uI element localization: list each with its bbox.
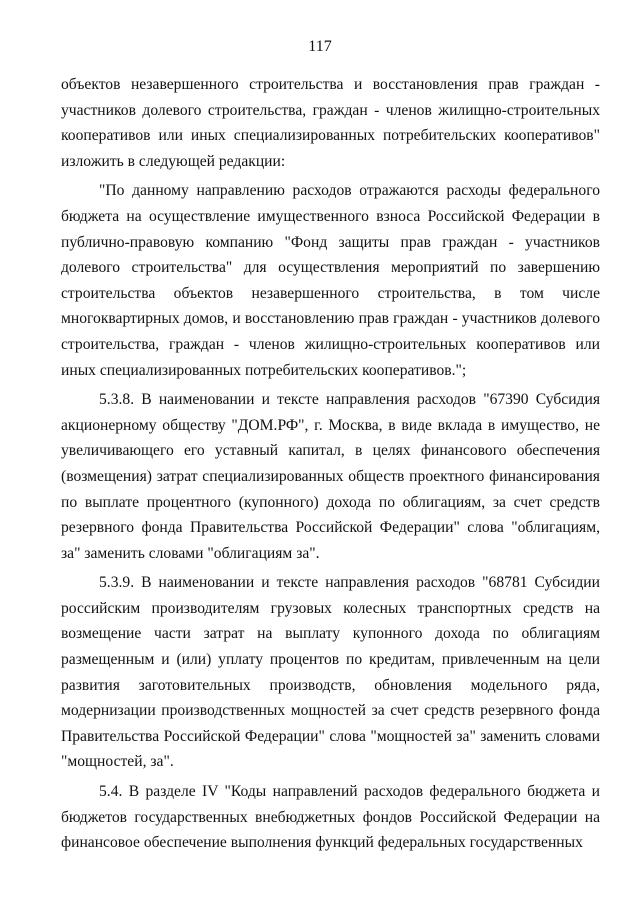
paragraph-5-3-9: 5.3.9. В наименовании и тексте направления расходов "68781 Субсидии российским производителям грузовых колесных транспортных средств на возмещение части затрат на выплату купонного дохода по облигациям размещенным и (или) уплату процентов по кредитам, привлеченным на цели развития заготовительных производств, обновления модельного ряда, модернизации производственных мощностей за счет средств резервного фонда Правительства Российской Федерации" слова "мощностей за" заменить словами "мощностей, за". [61, 574, 600, 771]
page-number: 117 [308, 38, 332, 55]
paragraph-5-4: 5.4. В разделе IV "Коды направлений расходов федерального бюджета и бюджетов государственных внебюджетных фондов Российской Федерации на финансовое обеспечение выполнения функций федеральных государственных [61, 783, 600, 852]
document-body [61, 72, 600, 856]
paragraph-continuation: объектов незавершенного строительства и восстановления прав граждан - участников долевого строительства, граждан - членов жилищно-строительных кооперативов или иных специализированных потребительских кооперативов" изложить в следующей редакции: [61, 76, 600, 170]
paragraph-quoted-wording: "По данному направлению расходов отражаются расходы федерального бюджета на осуществление имущественного взноса Российской Федерации в публично-правовую компанию "Фонд защиты прав граждан - участников долевого строительства" для осуществления мероприятий по завершению строительства объектов незавершенного строительства, в том числе многоквартирных домов, и восстановлению прав граждан - участников долевого строительства, граждан - членов жилищно-строительных кооперативов или иных специализированных потребительских кооперативов."; [61, 182, 600, 379]
paragraph-5-3-8: 5.3.8. В наименовании и тексте направления расходов "67390 Субсидия акционерному обществу "ДОМ.РФ", г. Москва, в виде вклада в имущество, не увеличивающего его уставный капитал, в целях финансового обеспечения (возмещения) затрат специализированных обществ проектного финансирования по выплате процентного (купонного) дохода по облигациям, за счет средств резервного фонда Правительства Российской Федерации" слова "облигациям, за" заменить словами "облигациям за". [61, 391, 600, 562]
